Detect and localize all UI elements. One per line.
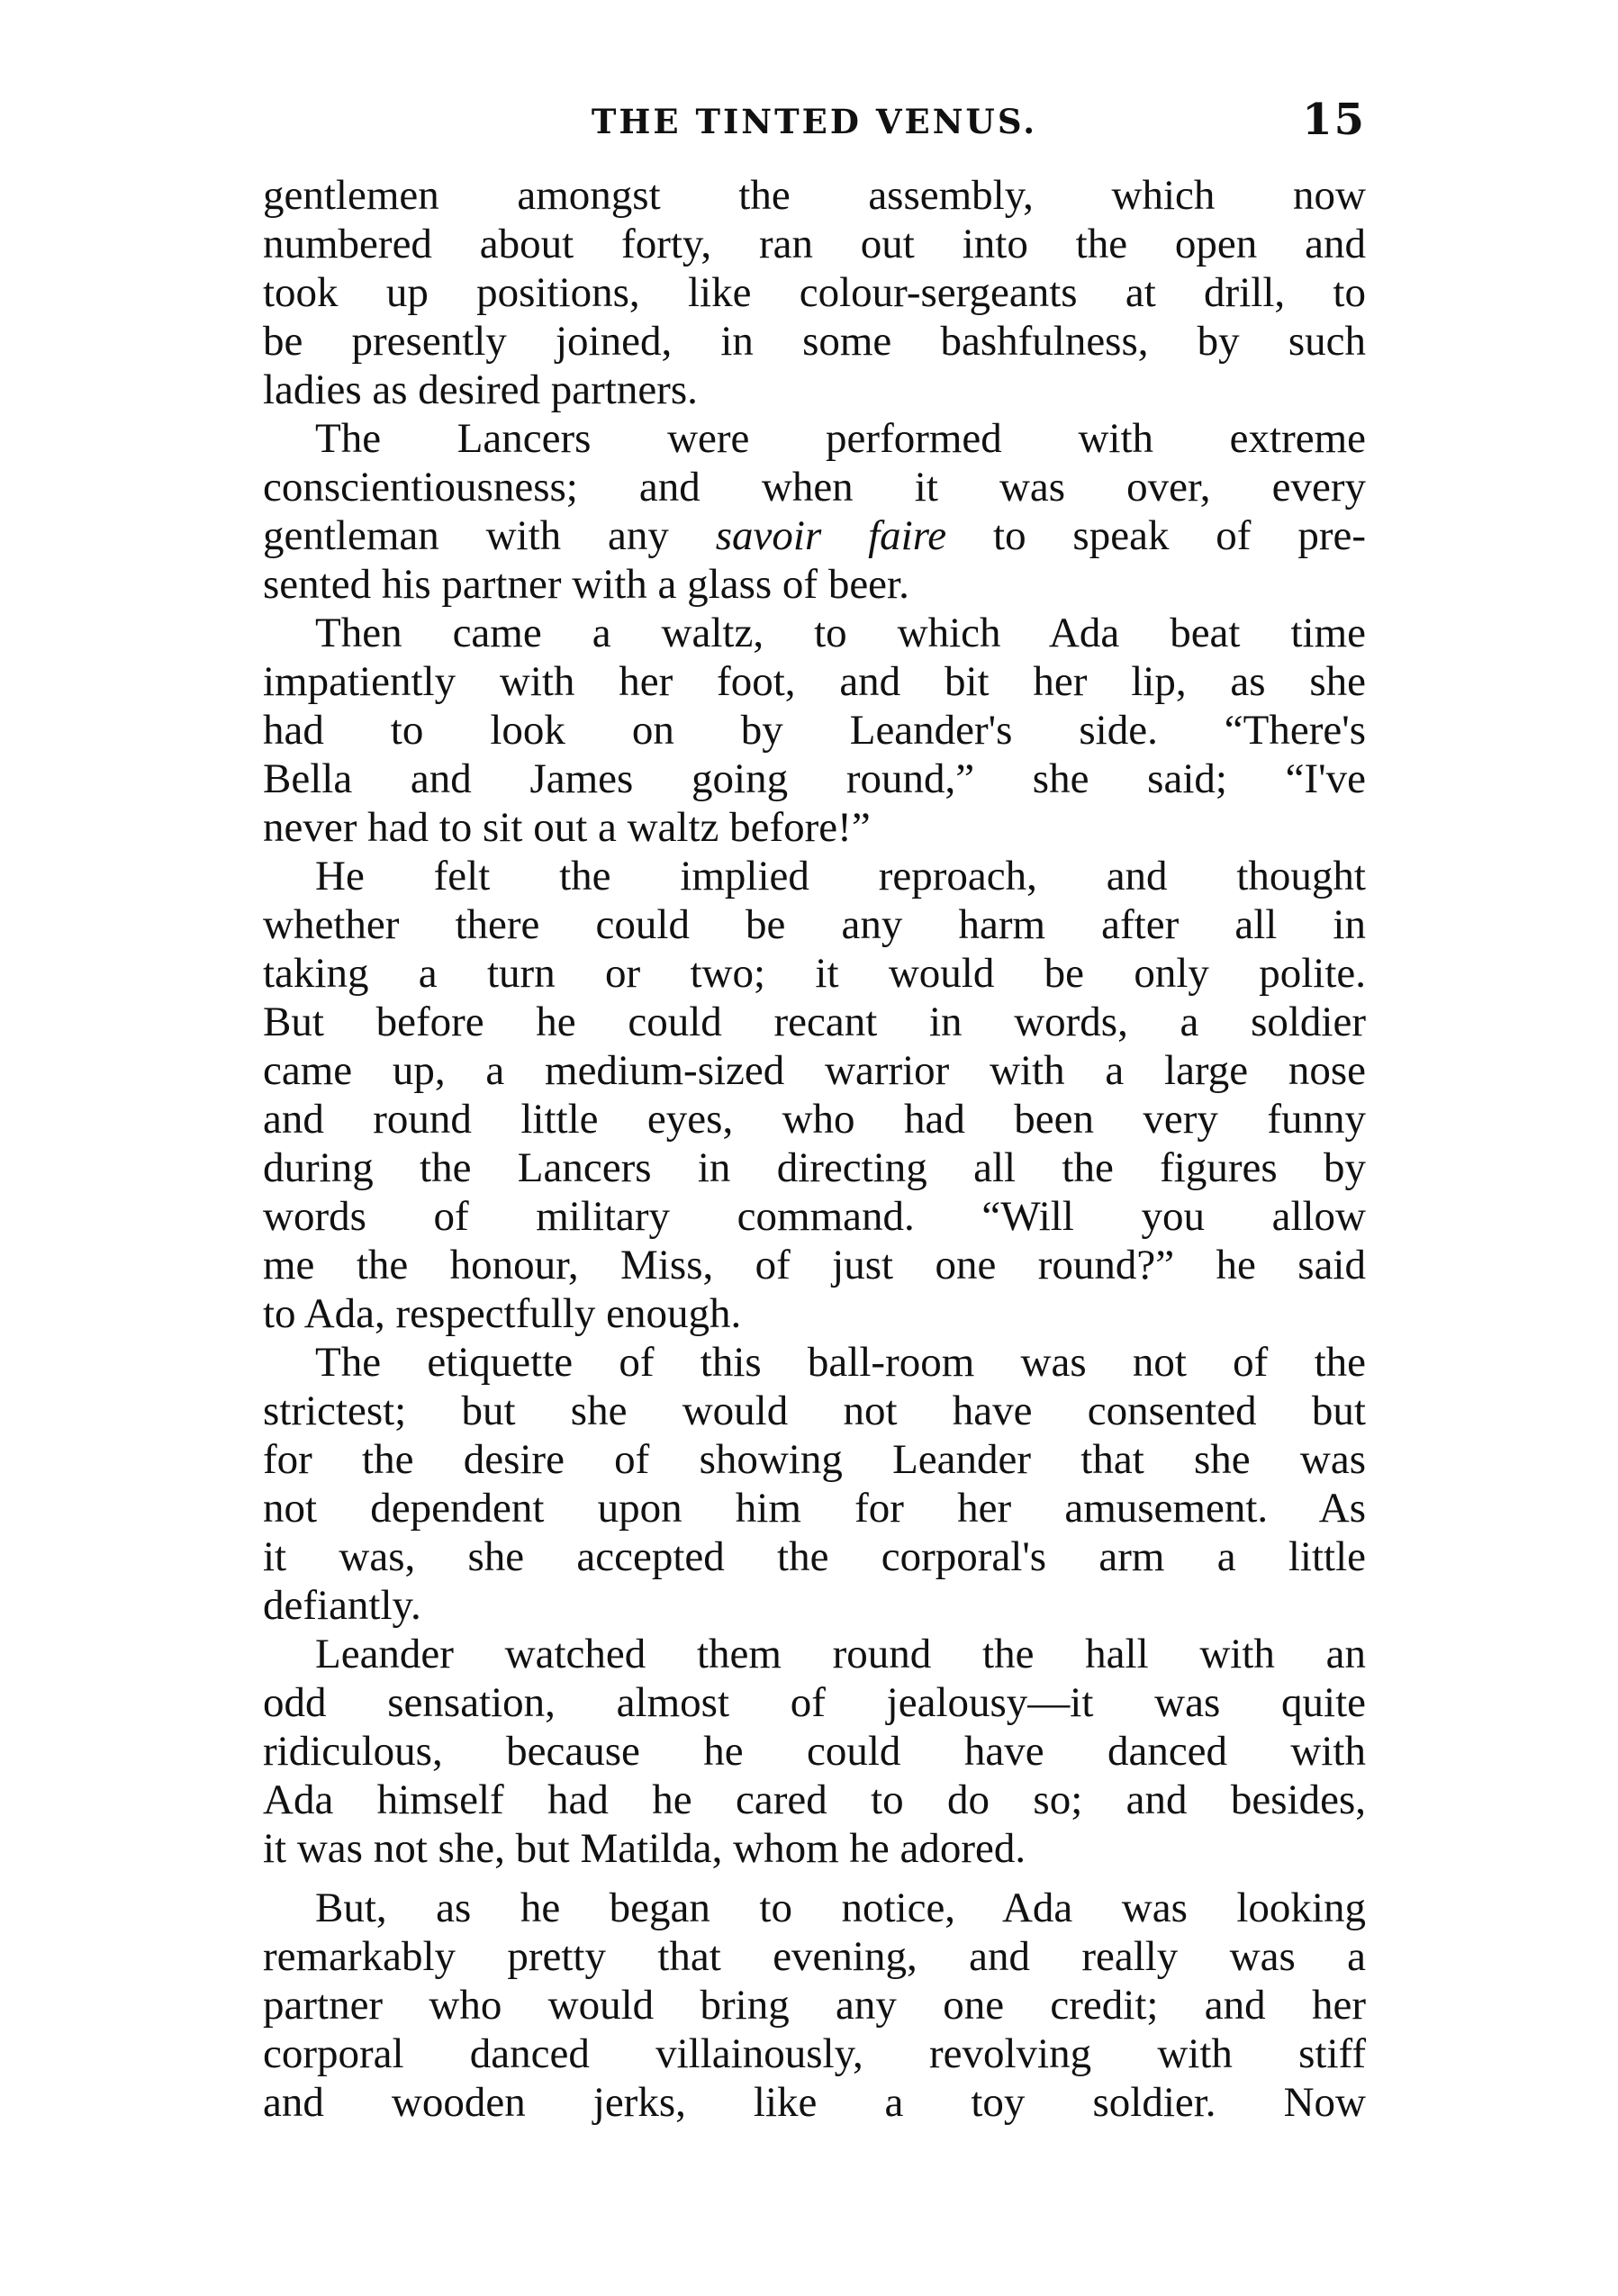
text-line: corporal danced villainously, revolving with stiff <box>263 2030 1366 2077</box>
paragraph <box>263 171 1366 414</box>
text-line: gentleman with any savoir faire to speak of pre- <box>263 512 1366 559</box>
text-line: to Ada, respectfully enough. <box>263 1290 742 1337</box>
text-line: me the honour, Miss, of just one round?” he said <box>263 1242 1366 1288</box>
text-line: numbered about forty, ran out into the open and <box>263 221 1366 267</box>
paragraph-gap <box>263 1873 1366 1884</box>
text-line: But, as he began to notice, Ada was looking <box>315 1885 1366 1931</box>
text-line: Bella and James going round,” she said; “I've <box>263 755 1366 802</box>
text-line: ridiculous, because he could have danced with <box>263 1728 1366 1775</box>
text-line: sented his partner with a glass of beer. <box>263 561 909 608</box>
text-line: The etiquette of this ball-room was not of the <box>315 1339 1366 1386</box>
text-line: remarkably pretty that evening, and really was a <box>263 1933 1366 1980</box>
paragraph <box>263 1884 1366 2127</box>
running-title: THE TINTED VENUS. <box>591 102 1038 141</box>
paragraph <box>263 1630 1366 1873</box>
text-line: words of military command. “Will you allow <box>263 1193 1366 1240</box>
text-line: took up positions, like colour-sergeants at drill, to <box>263 269 1366 316</box>
text-line: never had to sit out a waltz before!” <box>263 804 871 851</box>
paragraph <box>263 1338 1366 1630</box>
text-line: came up, a medium-sized warrior with a large nose <box>263 1047 1366 1094</box>
text-line: odd sensation, almost of jealousy—it was quite <box>263 1679 1366 1726</box>
text-line: taking a turn or two; it would be only polite. <box>263 950 1366 997</box>
text-line: gentlemen amongst the assembly, which now <box>263 172 1366 219</box>
text-line: it was, she accepted the corporal's arm a little <box>263 1533 1366 1580</box>
text-line: ladies as desired partners. <box>263 366 698 413</box>
paragraph <box>263 414 1366 609</box>
running-head <box>263 95 1366 158</box>
italic-phrase: savoir faire <box>715 512 947 559</box>
text-line: strictest; but she would not have consented but <box>263 1388 1366 1434</box>
text-line: not dependent upon him for her amusement. As <box>263 1485 1366 1532</box>
text-line: it was not she, but Matilda, whom he adored. <box>263 1825 1026 1872</box>
text-line: conscientiousness; and when it was over, every <box>263 464 1366 511</box>
paragraph <box>263 852 1366 1338</box>
text-line: Then came a waltz, to which Ada beat time <box>315 610 1366 656</box>
paragraph <box>263 609 1366 852</box>
text-line: be presently joined, in some bashfulness, by such <box>263 318 1366 365</box>
page-number: 15 <box>1302 95 1366 145</box>
body-text <box>263 171 1366 2127</box>
text-line: whether there could be any harm after all in <box>263 901 1366 948</box>
text-line: and wooden jerks, like a toy soldier. Now <box>263 2079 1366 2126</box>
text-line: Ada himself had he cared to do so; and besides, <box>263 1776 1366 1823</box>
text-line: Leander watched them round the hall with an <box>315 1631 1366 1677</box>
text-line: had to look on by Leander's side. “There's <box>263 707 1366 754</box>
text-line: for the desire of showing Leander that she was <box>263 1436 1366 1483</box>
text-line: But before he could recant in words, a soldier <box>263 999 1366 1045</box>
text-line: and round little eyes, who had been very funny <box>263 1096 1366 1143</box>
text-line: impatiently with her foot, and bit her lip, as she <box>263 658 1366 705</box>
text-line: defiantly. <box>263 1582 421 1629</box>
text-line: He felt the implied reproach, and thought <box>315 853 1366 899</box>
text-line: during the Lancers in directing all the figures by <box>263 1144 1366 1191</box>
text-line: partner who would bring any one credit; and her <box>263 1982 1366 2029</box>
text-line: The Lancers were performed with extreme <box>315 415 1366 462</box>
